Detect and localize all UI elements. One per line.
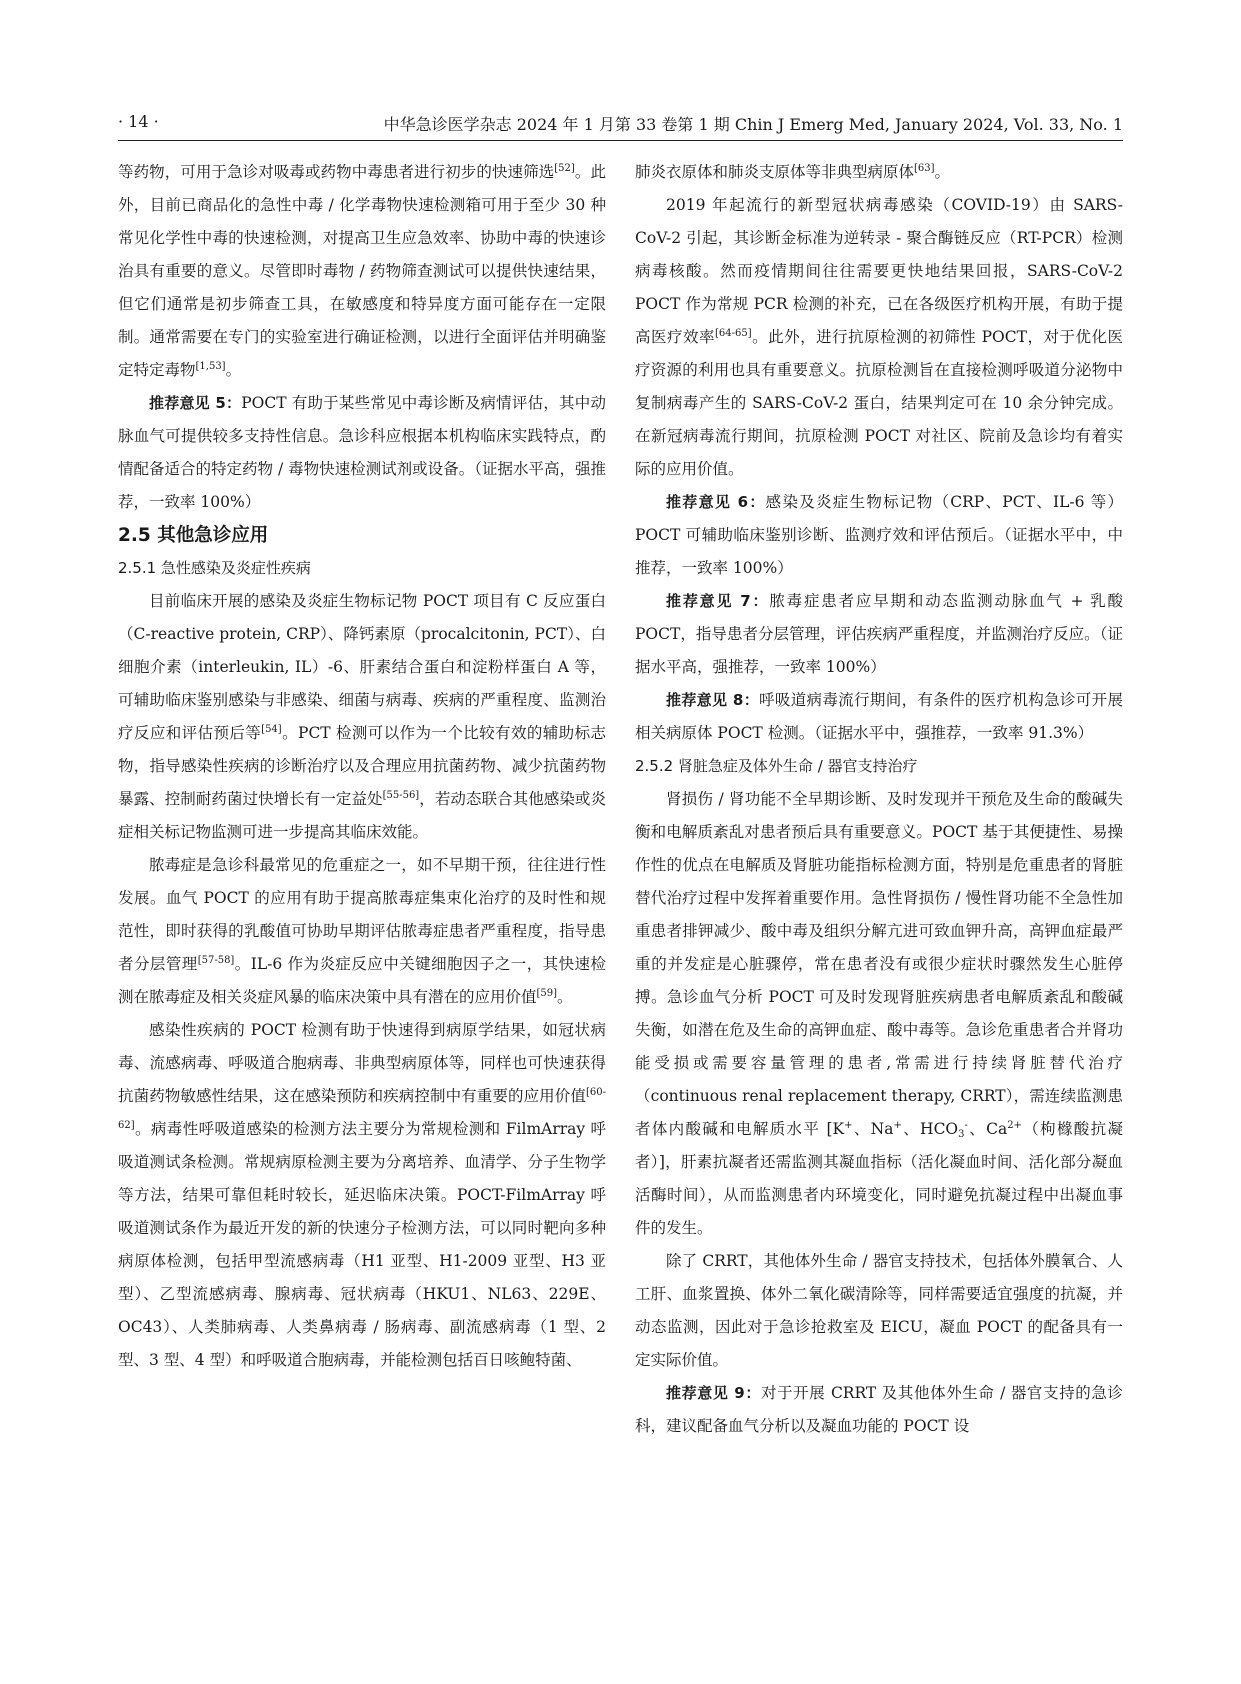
recommendation-5: 推荐意见 5：POCT 有助于某些常见中毒诊断及病情评估，其中动脉血气可提供较多支持性信息。急诊科应根据本机构临床实践特点，酌情配备适合的特定药物 / 毒物快速检测试剂或设备。（证据水平高，强推荐，一致率 100%） (118, 394, 606, 511)
citation: [55-56] (382, 790, 420, 801)
citation: [1,53] (195, 361, 226, 372)
citation: [63] (914, 163, 935, 174)
running-header (118, 110, 1123, 141)
paragraph: 除了 CRRT，其他体外生命 / 器官支持技术，包括体外膜氧合、人工肝、血浆置换、体外二氧化碳清除等，同样需要适宜强度的抗凝，并动态监测，因此对于急诊抢救室及 EICU，凝血 POCT 的配备具有一定实际价值。 (635, 1252, 1123, 1369)
citation: [57-58] (197, 955, 235, 966)
recommendation-9: 推荐意见 9：对于开展 CRRT 及其他体外生命 / 器官支持的急诊科，建议配备血气分析以及凝血功能的 POCT 设 (635, 1384, 1123, 1435)
recommendation-8: 推荐意见 8：呼吸道病毒流行期间，有条件的医疗机构急诊可开展相关病原体 POCT 检测。（证据水平中，强推荐，一致率 91.3%） (635, 691, 1123, 742)
paragraph: 目前临床开展的感染及炎症生物标记物 POCT 项目有 C 反应蛋白（C-reactive protein, CRP）、降钙素原（procalcitonin, PCT）、白细胞介素（interleukin, IL）-6、肝素结合蛋白和淀粉样蛋白 A 等，可辅助临床鉴别感染与非感染、细菌与病毒、疾病的严重程度、监测治疗反应和评估预后等[54]。PCT 检测可以作为一个比较有效的辅助标志物，指导感染性疾病的诊断治疗以及合理应用抗菌药物、减少抗菌药物暴露、控制耐药菌过快增长有一定益处[55-56]，若动态联合其他感染或炎症相关标记物监测可进一步提高其临床效能。 (118, 592, 606, 841)
recommendation-6: 推荐意见 6：感染及炎症生物标记物（CRP、PCT、IL-6 等）POCT 可辅助临床鉴别诊断、监测疗效和评估预后。（证据水平中，中推荐，一致率 100%） (635, 493, 1123, 577)
citation: [59] (536, 988, 558, 999)
paragraph: 肺炎衣原体和肺炎支原体等非典型病原体[63]。 (635, 163, 951, 181)
left-column (118, 156, 606, 1377)
page-number: · 14 · (118, 112, 159, 131)
paragraph: 脓毒症是急诊科最常见的危重症之一，如不早期干预，往往进行性发展。血气 POCT 的应用有助于提高脓毒症集束化治疗的及时性和规范性，即时获得的乳酸值可协助早期评估脓毒症患者严重程度，指导患者分层管理[57-58]。IL-6 作为炎症反应中关键细胞因子之一，其快速检测在脓毒症及相关炎症风暴的临床决策中具有潜在的应用价值[59]。 (118, 856, 606, 1006)
paragraph: 感染性疾病的 POCT 检测有助于快速得到病原学结果，如冠状病毒、流感病毒、呼吸道合胞病毒、非典型病原体等，同样也可快速获得抗菌药物敏感性结果，这在感染预防和疾病控制中有重要的应用价值[60-62]。病毒性呼吸道感染的检测方法主要分为常规检测和 FilmArray 呼吸道测试条检测。常规病原检测主要为分离培养、血清学、分子生物学等方法，结果可靠但耗时较长，延迟临床决策。POCT-FilmArray 呼吸道测试条作为最近开发的新的快速分子检测方法，可以同时靶向多种病原体检测，包括甲型流感病毒（H1 亚型、H1-2009 亚型、H3 亚型）、乙型流感病毒、腺病毒、冠状病毒（HKU1、NL63、229E、OC43）、人类肺病毒、人类鼻病毒 / 肠病毒、副流感病毒（1 型、2 型、3 型、4 型）和呼吸道合胞病毒，并能检测包括百日咳鲍特菌、 (118, 1021, 606, 1369)
journal-citation: 中华急诊医学杂志 2024 年 1 月第 33 卷第 1 期 Chin J Emerg Med, January 2024, Vol. 33, No. 1 (383, 115, 1123, 134)
citation: [60-62] (118, 1087, 606, 1131)
citation: [52] (554, 163, 575, 174)
recommendation-7: 推荐意见 7：脓毒症患者应早期和动态监测动脉血气 + 乳酸 POCT，指导患者分层管理，评估疾病严重程度，并监测治疗反应。（证据水平高，强推荐，一致率 100%） (635, 592, 1123, 676)
subsection-heading-2-5-2: 2.5.2 肾脏急症及体外生命 / 器官支持治疗 (635, 757, 918, 775)
paragraph: 等药物，可用于急诊对吸毒或药物中毒患者进行初步的快速筛选[52]。此外，目前已商品化的急性中毒 / 化学毒物快速检测箱可用于至少 30 种常见化学性中毒的快速检测，对提高卫生应急效率、协助中毒的快速诊治具有重要的意义。尽管即时毒物 / 药物筛查测试可以提供快速结果，但它们通常是初步筛查工具，在敏感度和特异度方面可能存在一定限制。通常需要在专门的实验室进行确证检测，以进行全面评估并明确鉴定特定毒物[1,53]。 (118, 163, 606, 379)
citation: [54] (261, 724, 282, 735)
section-heading-2-5: 2.5 其他急诊应用 (118, 525, 269, 546)
paragraph: 肾损伤 / 肾功能不全早期诊断、及时发现并干预危及生命的酸碱失衡和电解质紊乱对患者预后具有重要意义。POCT 基于其便捷性、易操作性的优点在电解质及肾脏功能指标检测方面，特别是危重患者的肾脏替代治疗过程中发挥着重要作用。急性肾损伤 / 慢性肾功能不全急性加重患者排钾减少、酸中毒及组织分解亢进可致血钾升高，高钾血症最严重的并发症是心脏骤停，常在患者没有或很少症状时骤然发生心脏停搏。急诊血气分析 POCT 可及时发现肾脏疾病患者电解质紊乱和酸碱失衡，如潜在危及生命的高钾血症、酸中毒等。急诊危重患者合并肾功能受损或需要容量管理的患者,常需进行持续肾脏替代治疗（continuous renal replacement therapy, CRRT），需连续监测患者体内酸碱和电解质水平 [K+、Na+、$HCO_3^-$、$Ca^{2+}$（枸橼酸抗凝者）]，肝素抗凝者还需监测其凝血指标（活化凝血时间、活化部分凝血活酶时间），从而监测患者内环境变化，同时避免抗凝过程中出凝血事件的发生。 (635, 790, 1123, 1237)
citation: [64-65] (715, 328, 752, 339)
paragraph: 2019 年起流行的新型冠状病毒感染（COVID-19）由 SARS-CoV-2 引起，其诊断金标准为逆转录 - 聚合酶链反应（RT-PCR）检测病毒核酸。然而疫情期间往往需要更快地结果回报，SARS-CoV-2 POCT 作为常规 PCR 检测的补充，已在各级医疗机构开展，有助于提高医疗效率[64-65]。此外，进行抗原检测的初筛性 POCT，对于优化医疗资源的利用也具有重要意义。抗原检测旨在直接检测呼吸道分泌物中复制病毒产生的 SARS-CoV-2 蛋白，结果判定可在 10 余分钟完成。在新冠病毒流行期间，抗原检测 POCT 对社区、院前及急诊均有着实际的应用价值。 (635, 196, 1123, 478)
subsection-heading-2-5-1: 2.5.1 急性感染及炎症性疾病 (118, 559, 311, 577)
right-column (635, 156, 1123, 1443)
